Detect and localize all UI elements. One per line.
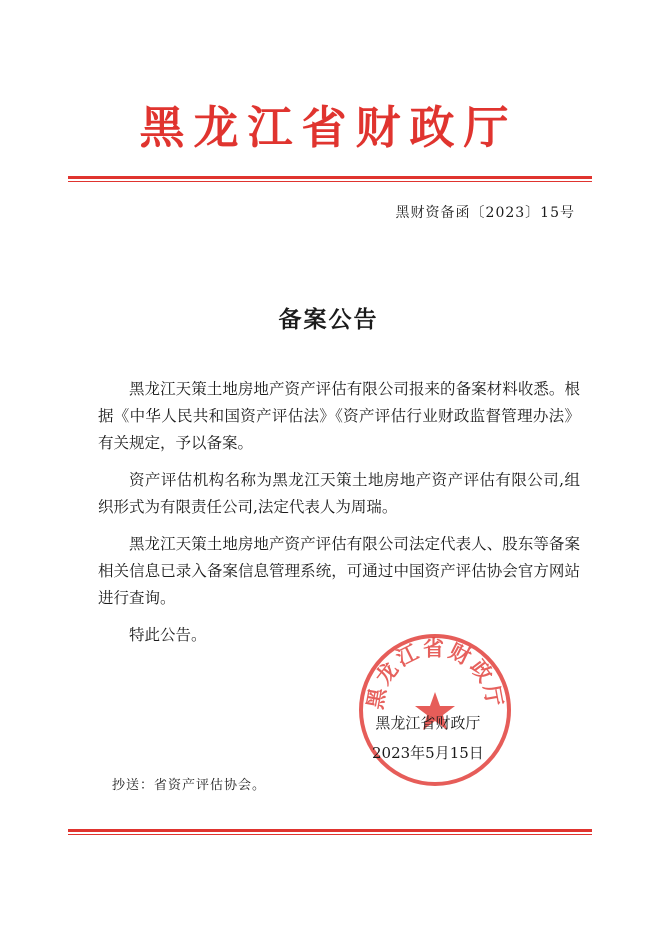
svg-text:黑龙江省财政厅: 黑龙江省财政厅: [362, 635, 508, 711]
header-red-rule-thin: [68, 181, 592, 182]
header-red-rule-thick: [68, 176, 592, 179]
cc-line: 抄送：省资产评估协会。: [112, 778, 267, 793]
signature-org: 黑龙江省财政厅: [375, 714, 481, 732]
footer-red-rule-thin: [68, 834, 592, 835]
document-number: 黑财资备函〔2023〕15号: [395, 205, 575, 221]
signature-block: [372, 708, 484, 768]
body-paragraph-2: 资产评估机构名称为黑龙江天策土地房地产资产评估有限公司,组织形式为有限责任公司,法定代表人为周瑞。: [98, 471, 580, 516]
signature-date: 2023年5月15日: [372, 744, 484, 762]
issuer-header-title: 黑龙江省财政厅: [139, 101, 518, 154]
body-paragraph-4: 特此公告。: [129, 626, 207, 644]
body-paragraph-3: 黑龙江天策土地房地产资产评估有限公司法定代表人、股东等备案相关信息已录入备案信息管理系统，可通过中国资产评估协会官方网站进行查询。: [98, 535, 580, 607]
notice-title: 备案公告: [278, 306, 379, 333]
notice-body: [98, 376, 580, 659]
body-paragraph-1: 黑龙江天策土地房地产资产评估有限公司报来的备案材料收悉。根据《中华人民共和国资产评估法》《资产评估行业财政监督管理办法》有关规定，予以备案。: [98, 380, 580, 452]
footer-red-rule-thick: [68, 829, 592, 832]
